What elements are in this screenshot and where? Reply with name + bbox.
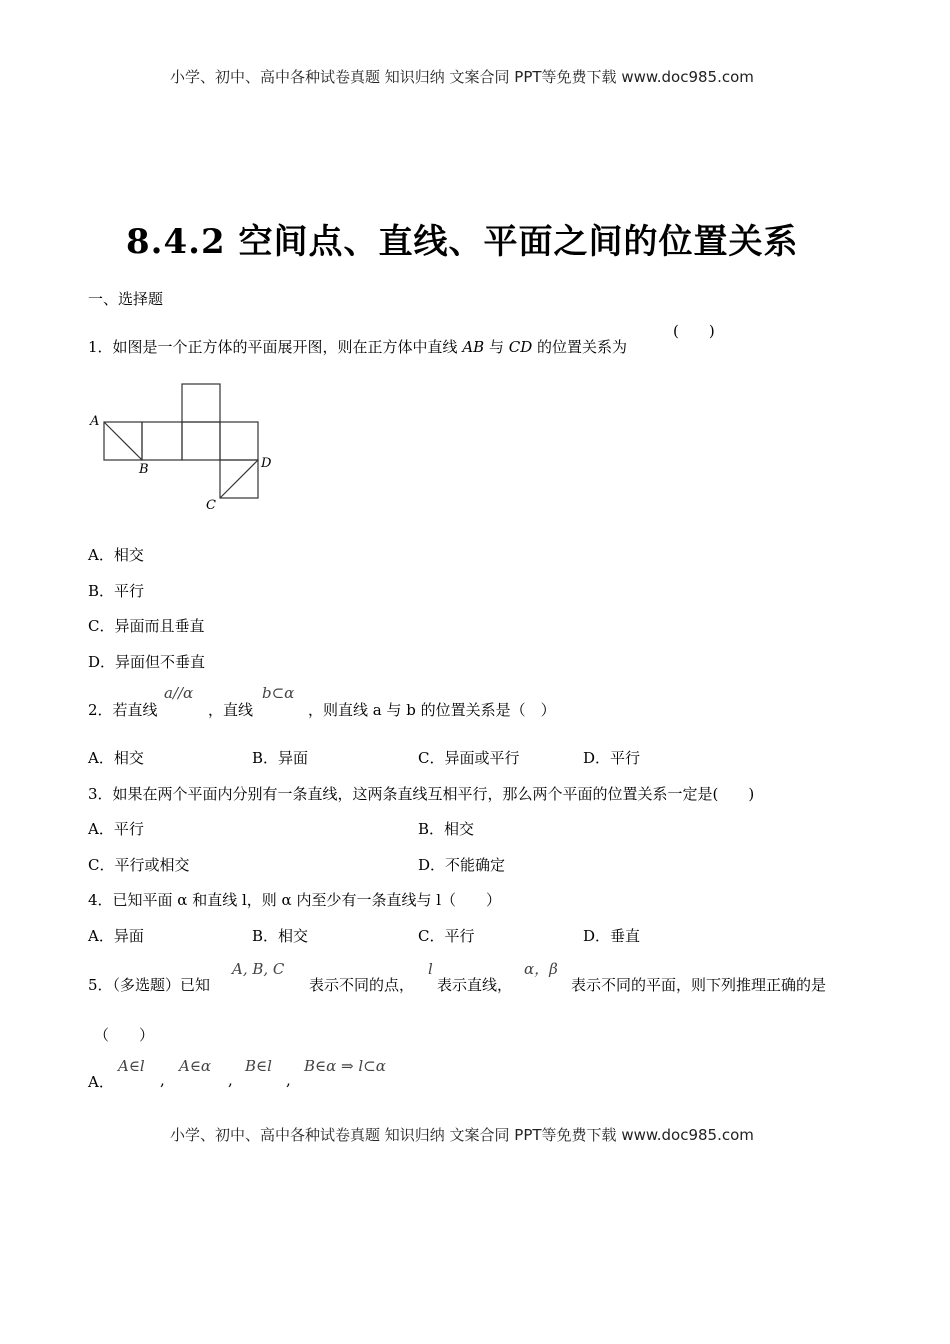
q5-math-planes: α，β [524,960,558,978]
net-square-top [182,384,220,422]
net-square-2 [142,422,182,460]
q2-math-a-parallel-alpha: a//α [164,684,194,702]
q5-option-a-math-3: B∈l [245,1057,272,1075]
page-title: 8.4.2 空间点、直线、平面之间的位置关系 [126,222,799,262]
q3-option-d: D．不能确定 [418,856,506,874]
page-footer: 小学、初中、高中各种试卷真题 知识归纳 文案合同 PPT等免费下载 www.doc985.com [170,1126,754,1144]
question-5-text-a: 5．（多选题）已知 [88,976,211,994]
q1-option-a: A．相交 [88,546,144,564]
diagonal-cd [220,460,258,498]
question-5-text-c: 表示直线， [437,976,513,994]
question-5-text-b: 表示不同的点， [309,976,415,994]
diagonal-ab [104,422,142,460]
q4-option-c: C．平行 [418,927,475,945]
page-header: 小学、初中、高中各种试卷真题 知识归纳 文案合同 PPT等免费下载 www.doc985.com [170,68,754,86]
question-1-text: 1．如图是一个正方体的平面展开图，则在正方体中直线 AB 与 CD 的位置关系为 [88,338,628,356]
q5-option-a-math-2: A∈α [179,1057,212,1075]
question-3-text: 3．如果在两个平面内分别有一条直线，这两条直线互相平行，那么两个平面的位置关系一定是( ) [88,785,755,803]
q5-option-a-comma-1: , [160,1071,165,1089]
label-b: B [139,462,149,477]
question-4-text: 4．已知平面 α 和直线 l，则 α 内至少有一条直线与 l（ ） [88,891,502,909]
question-2-text-b: ，直线 [208,701,254,719]
question-5-text-d: 表示不同的平面，则下列推理正确的是 [571,976,827,994]
q3-option-b: B．相交 [418,820,475,838]
q5-option-a-math-1: A∈l [118,1057,145,1075]
net-square-4 [220,422,258,460]
q5-option-a-comma-3: , [286,1071,291,1089]
net-square-3 [182,422,220,460]
q5-option-a-label: A． [88,1073,114,1091]
q2-option-a: A．相交 [88,749,144,767]
section-heading: 一、选择题 [88,290,164,308]
question-2-text-c: ，则直线 a 与 b 的位置关系是（ ） [308,701,556,719]
cube-net-figure [86,378,286,518]
q2-option-b: B．异面 [252,749,309,767]
q4-option-d: D．垂直 [583,927,641,945]
q1-option-b: B．平行 [88,582,145,600]
q5-option-a-comma-2: , [228,1071,233,1089]
q2-math-b-subset-alpha: b⊂α [262,684,295,702]
q4-option-b: B．相交 [252,927,309,945]
q1-option-c: C．异面而且垂直 [88,617,205,635]
q5-option-a-math-4: B∈α ⇒ l⊂α [304,1057,386,1075]
label-d: D [261,456,272,471]
q4-option-a: A．异面 [88,927,144,945]
label-a: A [90,414,100,429]
q5-math-points: A, B, C [232,960,285,978]
q5-math-line: l [428,960,433,978]
q1-option-d: D．异面但不垂直 [88,653,206,671]
q2-option-d: D．平行 [583,749,641,767]
q3-option-a: A．平行 [88,820,144,838]
q3-option-c: C．平行或相交 [88,856,190,874]
label-c: C [206,498,216,513]
question-1-answer-paren: ( ) [673,322,715,340]
q2-option-c: C．异面或平行 [418,749,520,767]
question-2-text-a: 2．若直线 [88,701,158,719]
question-5-answer-paren: （ ） [94,1026,155,1044]
